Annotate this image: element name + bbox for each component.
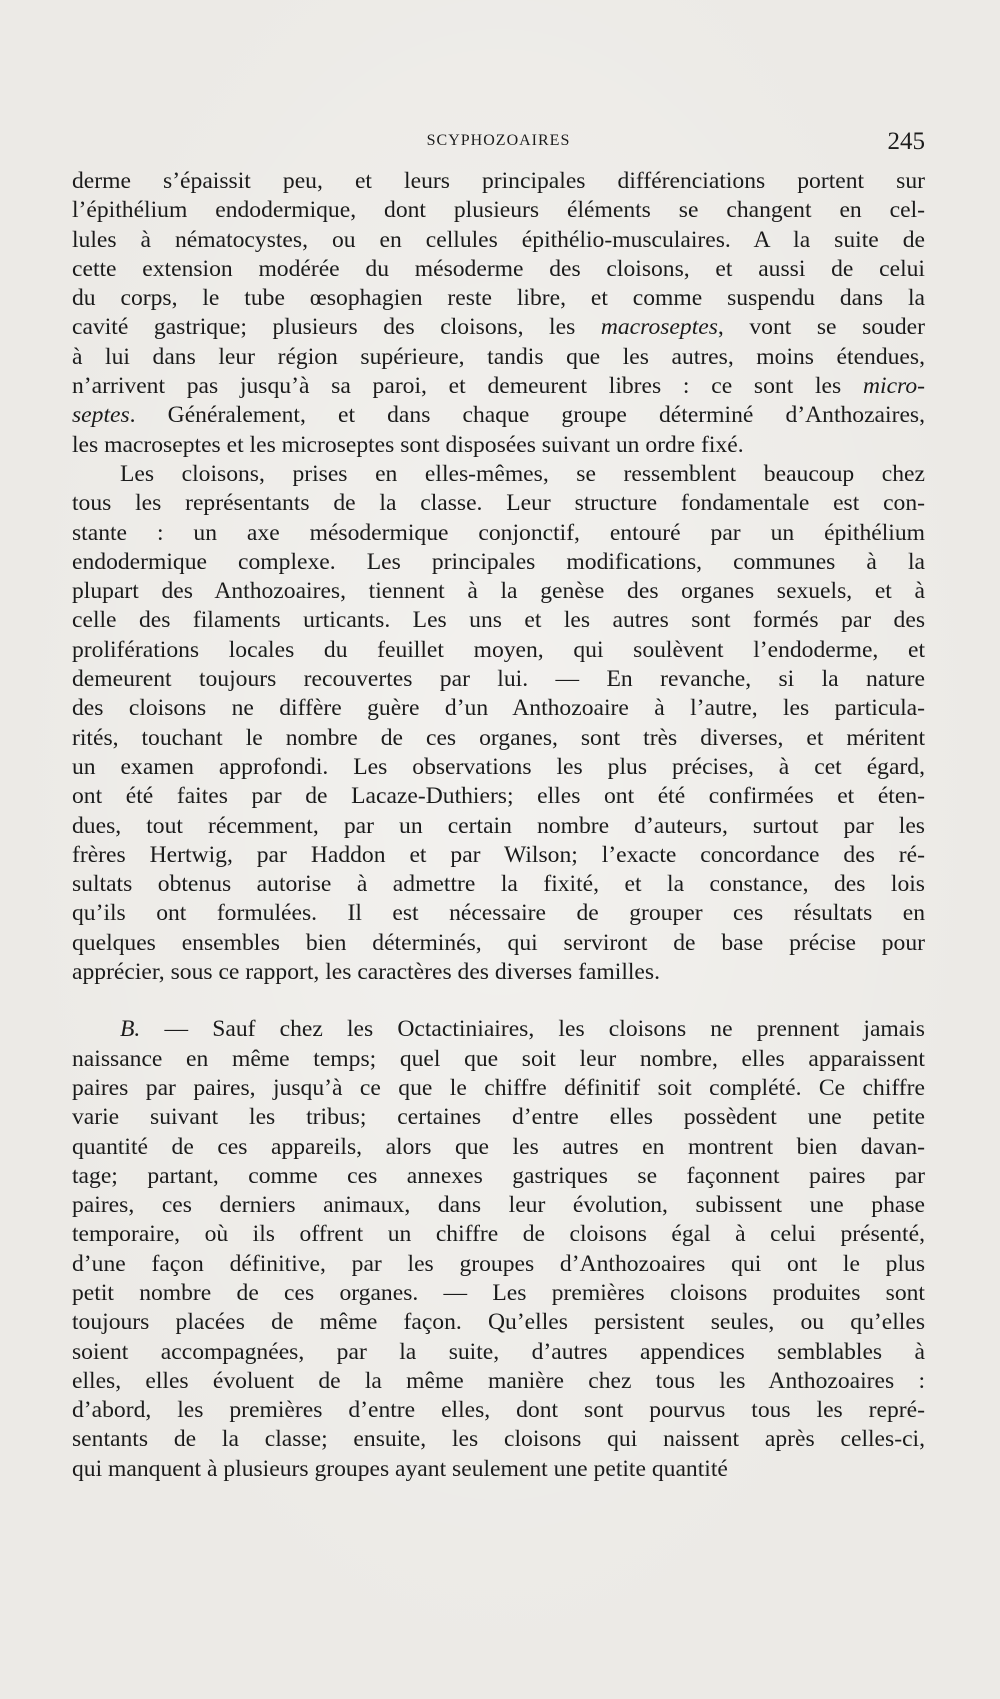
page-number: 245 [887, 128, 925, 155]
running-title: SCYPHOZOAIRES [426, 132, 571, 149]
text-line [72, 1015, 925, 1044]
paragraph-1 [72, 167, 925, 460]
text-line: naissance en même temps; quel que soit leur nombre, elles apparaissent [72, 1045, 925, 1072]
text-segment: . Généralement, et dans chaque groupe déterminé d’Anthozaires, [129, 402, 925, 429]
text-line: soient accompagnées, par la suite, d’autres appendices semblables à [72, 1338, 925, 1365]
text-line: cette extension modérée du mésoderme des cloisons, et aussi de celui [72, 255, 925, 282]
text-line [72, 372, 925, 401]
page-header [72, 128, 925, 162]
text-line: toujours placées de même façon. Qu’elles persistent seules, ou qu’elles [72, 1309, 925, 1336]
text-line: derme s’épaissit peu, et leurs principales différenciations portent sur [72, 168, 925, 194]
text-line: à lui dans leur région supérieure, tandis que les autres, moins étendues, [72, 343, 925, 370]
text-line: dues, tout récemment, par un certain nombre d’auteurs, surtout par les [72, 812, 925, 839]
text-line [72, 313, 925, 342]
text-line: d’abord, les premières d’entre elles, dont sont pourvus tous les repré- [72, 1397, 925, 1424]
text-line: ont été faites par de Lacaze-Duthiers; elles ont été confirmées et éten- [72, 783, 925, 810]
text-segment: n’arrivent pas jusqu’à sa paroi, et demeurent libres : ce sont les [72, 373, 863, 400]
text-line: rités, touchant le nombre de ces organes, sont très diverses, et méritent [72, 724, 925, 751]
text-line: Les cloisons, prises en elles-mêmes, se ressemblent beaucoup chez [120, 460, 925, 487]
text-line: paires par paires, jusqu’à ce que le chiffre définitif soit complété. Ce chiffre [72, 1074, 925, 1101]
text-segment: cavité gastrique; plusieurs des cloisons, les [72, 314, 601, 341]
text-line: plupart des Anthozoaires, tiennent à la genèse des organes sexuels, et à [72, 578, 925, 605]
text-line: elles, elles évoluent de la même manière chez tous les Anthozoaires : [72, 1367, 925, 1394]
text-line: l’épithélium endodermique, dont plusieurs éléments se changent en cel- [72, 197, 925, 224]
text-line: tage; partant, comme ces annexes gastriques se façonnent paires par [72, 1162, 925, 1189]
text-segment: — Sauf chez les Octactiniaires, les cloisons ne prennent jamais [140, 1016, 925, 1043]
text-line: sentants de la classe; ensuite, les cloisons qui naissent après celles-ci, [72, 1426, 925, 1453]
text-line: celle des filaments urticants. Les uns et les autres sont formés par des [72, 607, 925, 634]
italic-term: macroseptes [600, 314, 718, 341]
paragraph-gap [72, 987, 925, 1015]
text-line: tous les représentants de la classe. Leur structure fondamentale est con- [72, 490, 925, 517]
text-line: sultats obtenus autorise à admettre la fixité, et la constance, des lois [72, 871, 925, 898]
text-line: paires, ces derniers animaux, dans leur évolution, subissent une phase [72, 1192, 925, 1219]
text-line: quelques ensembles bien déterminés, qui serviront de base précise pour [72, 929, 925, 956]
text-line [72, 401, 925, 430]
text-line: du corps, le tube œsophagien reste libre, et comme suspendu dans la [72, 285, 925, 312]
italic-term: septes [72, 402, 130, 429]
text-line: demeurent toujours recouvertes par lui. — En revanche, si la nature [72, 666, 925, 693]
text-line: endodermique complexe. Les principales modifications, communes à la [72, 548, 925, 575]
text-line: apprécier, sous ce rapport, les caractères des diverses familles. [72, 959, 660, 986]
text-line: les macroseptes et les microseptes sont disposées suivant un ordre fixé. [72, 431, 744, 458]
text-line: proliférations locales du feuillet moyen, qui soulèvent l’endoderme, et [72, 636, 925, 663]
text-line: petit nombre de ces organes. — Les premières cloisons produites sont [72, 1279, 925, 1306]
body-text [72, 167, 925, 1484]
paragraph-2 [72, 460, 925, 987]
text-line: un examen approfondi. Les observations les plus précises, à cet égard, [72, 753, 925, 780]
italic-term: B. [120, 1016, 141, 1043]
italic-term: micro- [862, 373, 925, 400]
text-line: varie suivant les tribus; certaines d’entre elles possèdent une petite [72, 1104, 925, 1131]
text-segment: , vont se souder [717, 314, 925, 341]
text-line: stante : un axe mésodermique conjonctif, entouré par un épithélium [72, 519, 925, 546]
paragraph-3 [72, 1015, 925, 1484]
text-line: lules à nématocystes, ou en cellules épithélio-musculaires. A la suite de [72, 226, 925, 253]
text-line: qui manquent à plusieurs groupes ayant seulement une petite quantité [72, 1455, 728, 1482]
text-line: frères Hertwig, par Haddon et par Wilson; l’exacte concordance des ré- [72, 841, 925, 868]
text-line: temporaire, où ils offrent un chiffre de cloisons égal à celui présenté, [72, 1221, 925, 1248]
text-line: des cloisons ne diffère guère d’un Anthozoaire à l’autre, les particula- [72, 695, 925, 722]
text-line: qu’ils ont formulées. Il est nécessaire de grouper ces résultats en [72, 900, 925, 927]
text-line: d’une façon définitive, par les groupes d’Anthozoaires qui ont le plus [72, 1250, 925, 1277]
text-line: quantité de ces appareils, alors que les autres en montrent bien davan- [72, 1133, 925, 1160]
